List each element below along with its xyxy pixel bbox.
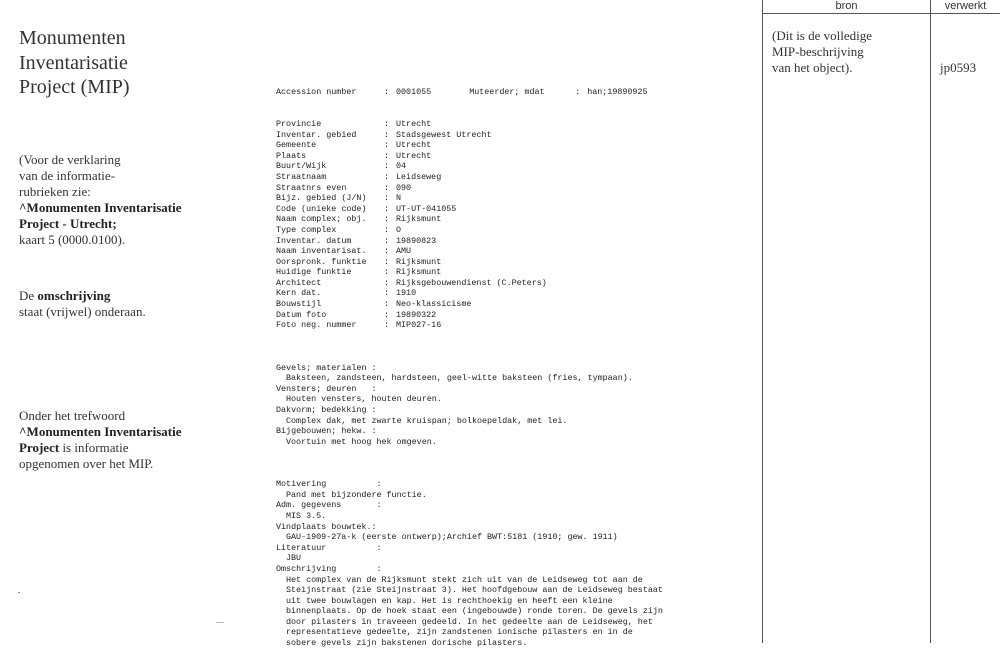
column-divider [930, 0, 931, 643]
keyword-note [19, 408, 224, 472]
field-label: Bouwstijl [276, 299, 322, 310]
field-separator: : [384, 224, 395, 235]
section-heading: Omschrijving : [276, 563, 382, 574]
section-text: Steijnstraat (zie Steijnstraat 3). Het hoofdgebouw aan de Leidseweg bestaat [286, 585, 663, 596]
title-line-2: Inventarisatie [19, 51, 128, 74]
field-value: Leidseweg [396, 171, 442, 182]
field-separator: : [384, 320, 395, 331]
note-line: Onder het trefwoord [19, 408, 126, 423]
section-heading: Bijgebouwen; hekw. : [276, 426, 377, 437]
bron-header: bron [835, 0, 858, 12]
section-text: binnenplaats. Op de hoek staat een (ingebouwde) ronde toren. De gevels zijn [286, 606, 663, 617]
record-row [276, 288, 756, 299]
bron-line: van het object). [772, 59, 853, 75]
scan-speck [18, 592, 20, 593]
field-label: Naam inventarisat. [276, 246, 367, 257]
field-value: Utrecht [396, 140, 432, 151]
record-row [276, 278, 756, 289]
note-keyword: Project [19, 440, 60, 455]
field-label: Inventar. datum [276, 235, 352, 246]
record-row [276, 130, 756, 141]
verwerkt-header: verwerkt [944, 0, 987, 12]
field-separator: : [384, 256, 395, 267]
bron-text [772, 28, 922, 75]
section-heading: Vensters; deuren : [276, 383, 377, 394]
section-heading: Vindplaats bouwtek.: [276, 521, 377, 532]
section-text: Het complex van de Rijksmunt stekt zich uit van de Leidseweg tot aan de [286, 574, 643, 585]
section-text: sobere gevels zijn bakstenen dorische pilasters. [286, 638, 528, 649]
field-separator: : [384, 161, 395, 172]
section-text: Pand met bijzondere functie. [286, 489, 427, 500]
section-text: MIS 3.5. [286, 510, 327, 521]
mip-record [276, 66, 756, 659]
field-value: Rijksmunt [396, 214, 442, 225]
section-heading: Dakvorm; bedekking : [276, 405, 377, 415]
field-label: Muteerder; mdat [469, 87, 545, 98]
field-label: Plaats [276, 150, 307, 161]
field-value: 090 [396, 182, 412, 193]
field-separator: : [384, 246, 395, 257]
record-row [276, 257, 756, 268]
field-separator: : [384, 214, 395, 225]
record-row [276, 214, 756, 225]
field-label: Provincie [276, 118, 322, 129]
scan-speck [216, 622, 224, 623]
field-value: N [396, 193, 402, 204]
field-value: Utrecht [396, 118, 432, 129]
field-separator: : [384, 203, 395, 214]
note-line: (Voor de verklaring [19, 152, 121, 167]
field-value: O [396, 224, 402, 235]
field-label: Gemeente [276, 140, 317, 151]
note-keyword: ^Monumenten Inventarisatie [19, 424, 182, 439]
field-label: Code (unieke code) [276, 203, 367, 214]
section-text: door pilasters in traveeen gedeeld. In het gedeelte aan de Leidseweg, het [286, 616, 653, 627]
description-note [19, 288, 224, 320]
record-row [276, 172, 756, 183]
title-line-3: Project (MIP) [19, 76, 130, 98]
field-separator: : [384, 193, 395, 204]
note-line: rubrieken zie: [19, 184, 91, 199]
section-text: Baksteen, zandsteen, hardsteen, geel-witte baksteen (fries, tympaan). [286, 373, 633, 384]
field-label: Straatnrs even [276, 182, 347, 193]
record-row [276, 310, 756, 321]
field-label: Kern dat. [276, 288, 322, 299]
field-value: UT-UT-041055 [396, 203, 457, 214]
field-separator: : [384, 267, 395, 278]
section-text: uit twee bouwlagen en kap. Het is rechthoekig en heeft een kleine [286, 595, 613, 606]
header-rule [762, 13, 1000, 14]
record-row [276, 267, 756, 278]
section-text: representatieve gedeelte, zijn zandstenen ionische pilasters en in de [286, 627, 633, 638]
field-separator: : [384, 299, 395, 310]
field-value: han;19890925 [587, 87, 648, 98]
field-label: Accession number [276, 87, 357, 98]
field-label: Huidige funktie [276, 267, 352, 278]
field-label: Inventar. gebied [276, 129, 357, 140]
bron-line: MIP-beschrijving [772, 43, 864, 59]
field-value: Neo-klassicisme [396, 299, 472, 310]
note-text: De [19, 288, 38, 303]
record-block-materials [276, 363, 756, 448]
record-row [276, 151, 756, 162]
field-separator: : [384, 309, 395, 320]
note-line: van de informatie- [19, 168, 116, 183]
field-separator: : [384, 288, 395, 299]
record-block-description [276, 479, 756, 649]
field-value: Stadsgewest Utrecht [396, 129, 492, 140]
left-title [19, 26, 219, 100]
field-label: Foto neg. nummer [276, 320, 357, 331]
verwerkt-code: jp0593 [940, 60, 977, 75]
record-row [276, 299, 756, 310]
field-label: Buurt/Wijk [276, 161, 327, 172]
field-label: Datum foto [276, 309, 327, 320]
field-separator: : [384, 277, 395, 288]
field-value: 19890823 [396, 235, 437, 246]
field-label: Bijz. gebied (J/N) [276, 193, 367, 204]
field-separator: : [384, 140, 395, 151]
field-value: MIP027-16 [396, 320, 442, 331]
note-reference: Project - Utrecht; [19, 216, 117, 231]
field-value: AMU [396, 246, 412, 257]
field-value: 1910 [396, 288, 417, 299]
section-heading: Adm. gegevens : [276, 500, 382, 511]
record-row [276, 183, 756, 194]
explanation-note [19, 152, 224, 248]
field-value: Rijksgebouwendienst (C.Peters) [396, 277, 547, 288]
field-separator: : [384, 182, 395, 193]
field-label: Naam complex; obj. [276, 214, 367, 225]
note-line: opgenomen over het MIP. [19, 456, 154, 471]
field-value: 19890322 [396, 309, 437, 320]
section-heading: Motivering : [276, 479, 382, 490]
record-row [276, 193, 756, 204]
field-label: Type complex [276, 224, 337, 235]
note-keyword: omschrijving [37, 288, 111, 303]
section-text: Voortuin met hoog hek omgeven. [286, 436, 437, 447]
section-heading: Literatuur : [276, 542, 382, 553]
record-row [276, 119, 756, 130]
column-divider [762, 0, 763, 643]
record-row [276, 204, 756, 215]
field-value: 04 [396, 161, 407, 172]
field-separator: : [384, 129, 395, 140]
note-reference: ^Monumenten Inventarisatie [19, 200, 182, 215]
record-fields [276, 119, 756, 331]
field-value: Rijksmunt [396, 256, 442, 267]
field-label: Architect [276, 277, 322, 288]
title-line-1: Monumenten [19, 27, 126, 49]
bron-line: (Dit is de volledige [772, 28, 873, 43]
field-separator: : [384, 150, 395, 161]
section-text: Houten vensters, houten deuren. [286, 394, 442, 405]
record-row [276, 225, 756, 236]
field-value: Utrecht [396, 150, 432, 161]
section-text: Complex dak, met zwarte kruispan; bolkoepeldak, met lei. [286, 415, 568, 426]
field-separator: : [384, 118, 395, 129]
section-text: GAU-1909-27a-k (eerste ontwerp);Archief BWT:5181 (1910; gew. 1911) [286, 532, 618, 543]
record-row [276, 161, 756, 172]
section-text: JBU [286, 553, 302, 564]
section-heading: Gevels; materialen : [276, 362, 377, 373]
note-line: staat (vrijwel) onderaan. [19, 304, 146, 319]
record-row [276, 140, 756, 151]
field-separator: : [384, 171, 395, 182]
note-text: is informatie [59, 440, 129, 455]
field-value: 0001055 [396, 87, 432, 98]
note-line: kaart 5 (0000.0100). [19, 232, 126, 247]
record-row [276, 320, 756, 331]
field-separator: : [384, 235, 395, 246]
field-label: Straatnaam [276, 171, 327, 182]
record-row [276, 236, 756, 247]
record-row [276, 246, 756, 257]
field-value: Rijksmunt [396, 267, 442, 278]
field-label: Oorspronk. funktie [276, 256, 367, 267]
record-row-accession: Accession number : 0001055 Muteerder; mdat : han;19890925 [276, 87, 648, 98]
